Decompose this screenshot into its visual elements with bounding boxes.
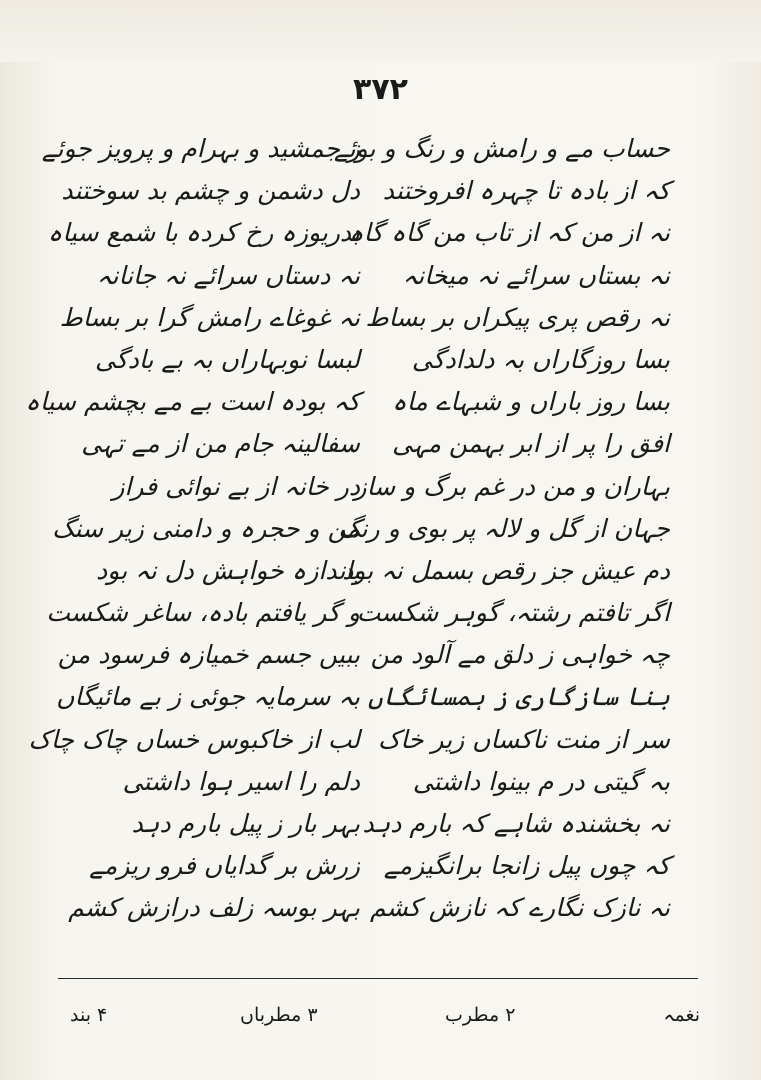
footnote-2: ۲ مطرب bbox=[445, 1004, 516, 1026]
verse-line: من و حجرہ و دامنی زیر سنگ bbox=[52, 513, 360, 543]
verse-line: و گر یافتم بادہ، ساغر شکست bbox=[46, 598, 360, 628]
left-verse-column bbox=[25, 128, 360, 958]
verse-line: ز جمشید و بہرام و پرویز جوئے bbox=[41, 134, 360, 163]
footnote-1: نغمہ bbox=[663, 1004, 700, 1026]
verse-line: سر از منت ناکساں زیر خاک bbox=[377, 724, 670, 754]
verse-line: بہاران و من در غم برگ و ساز bbox=[354, 471, 670, 501]
verse-line: سفالینہ جام من از مے تہی bbox=[81, 429, 360, 459]
verse-line: بہ گیتی در م بینوا داشتی bbox=[412, 766, 670, 796]
verse-line: دم عیش جز رقص بسمل نہ بود bbox=[342, 555, 670, 585]
verse-line: زرش بر گدایاں فرو ریزمے bbox=[89, 851, 360, 881]
verse-columns bbox=[25, 128, 670, 958]
verse-line: بہر بار ز پیل بارم دہد bbox=[131, 809, 360, 838]
footnote-3: ۳ مطرباں bbox=[240, 1004, 318, 1026]
verse-line: در خانہ از بے نوائی فراز bbox=[112, 471, 360, 501]
verse-line: نہ رقص پری پیکراں بر بساط bbox=[365, 302, 670, 332]
verse-line: باندازہ خواہش دل نہ بود bbox=[96, 555, 360, 585]
verse-line: کہ بودہ است بے مے بچشم سیاہ bbox=[25, 387, 360, 417]
verse-line: نہ بستاں سرائے نہ میخانہ bbox=[402, 260, 670, 290]
verse-line: کہ چوں پیل زانجا برانگیزمے bbox=[383, 851, 670, 881]
verse-line: نہ از من کہ از تاب من گاہ گاہ bbox=[348, 218, 670, 248]
footnotes bbox=[60, 1004, 700, 1038]
verse-line: بنا سازگاری ز ہمسائگاں bbox=[367, 682, 670, 712]
verse-line: جہان از گل و لالہ پر بوی و رنگ bbox=[338, 513, 670, 543]
verse-line: لبسا نوبہاراں بہ بے بادگی bbox=[94, 344, 360, 374]
verse-line: نہ بخشندہ شاہے کہ بارم دہد bbox=[362, 809, 670, 838]
verse-line: دل دشمن و چشم بد سوختند bbox=[61, 176, 360, 206]
verse-line: ببیں جسم خمیازہ فرسود من bbox=[57, 640, 360, 670]
verse-line: لب از خاکبوس خساں چاک چاک bbox=[28, 724, 360, 754]
footer-divider bbox=[58, 978, 698, 979]
page-top-margin bbox=[0, 0, 761, 62]
verse-line: بہ سرمایہ جوئی ز بے مائیگاں bbox=[56, 682, 360, 712]
verse-line: حساب مے و رامش و رنگ و بوئے bbox=[334, 134, 670, 163]
verse-line: بسا روزگاراں بہ دلدادگی bbox=[411, 344, 670, 374]
verse-line: نہ غوغاے رامش گرا بر بساط bbox=[59, 302, 360, 332]
verse-line: افق را پر از ابر بہمن مہی bbox=[392, 429, 670, 459]
verse-line: چہ خواہی ز دلق مے آلود من bbox=[370, 640, 670, 670]
page-number: ۳۷۲ bbox=[353, 72, 408, 107]
verse-line: بسا روز باراں و شبہاے ماہ bbox=[392, 387, 670, 417]
verse-line: کہ از بادہ تا چہرہ افروختند bbox=[382, 176, 670, 206]
footnote-4: ۴ بند bbox=[70, 1004, 108, 1026]
verse-line: دلم را اسیر ہوا داشتی bbox=[122, 766, 360, 796]
right-verse-column bbox=[334, 128, 670, 958]
verse-line: نہ نازک نگارے کہ نازش کشم bbox=[369, 893, 670, 923]
verse-line: اگر تافتم رشتہ، گوہر شکست bbox=[356, 598, 670, 628]
verse-line: بہر بوسہ زلف درازش کشم bbox=[68, 893, 360, 923]
verse-line: بدریوزہ رخ کردہ با شمع سیاہ bbox=[47, 218, 360, 248]
verse-line: نہ دستاں سرائے نہ جانانہ bbox=[96, 260, 360, 290]
